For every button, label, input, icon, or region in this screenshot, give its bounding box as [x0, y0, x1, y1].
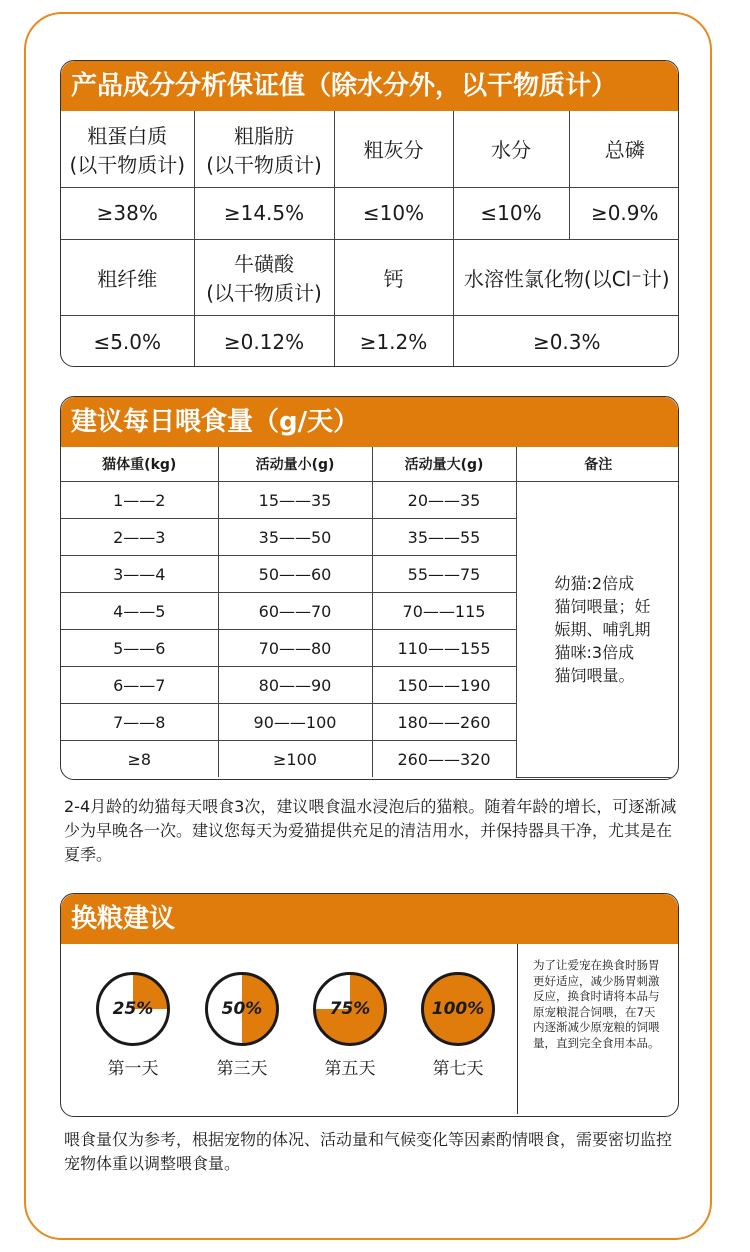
- feeding-paragraph: 2-4月龄的幼猫每天喂食3次，建议喂食温水浸泡后的猫粮。随着年龄的增长，可逐渐减少为早晚各一次。建议您每天为爱猫提供充足的清洁用水，并保持器具干净，尤其是在夏季。: [64, 797, 677, 864]
- feeding-note: 幼猫:2倍成 猫饲喂量；妊 娠期、哺乳期 猫咪:3倍成 猫饲喂量。: [516, 482, 679, 778]
- day-label: 第七天: [432, 1059, 484, 1079]
- low-activity-cell: 50——60: [218, 556, 372, 593]
- switch-divider: [517, 944, 518, 1114]
- pie-percent-label: 75%: [329, 999, 371, 1019]
- high-activity-cell: 150——190: [372, 667, 516, 704]
- low-activity-cell: 80——90: [218, 667, 372, 704]
- weight-cell: 4——5: [61, 593, 218, 630]
- pie-percent-label: 100%: [431, 999, 485, 1019]
- low-activity-cell: 35——50: [218, 519, 372, 556]
- switch-body: [61, 944, 678, 1114]
- day-label: 第三天: [216, 1059, 268, 1079]
- high-activity-cell: 55——75: [372, 556, 516, 593]
- day-label: 第五天: [324, 1059, 376, 1079]
- weight-cell: ≥8: [61, 741, 218, 778]
- low-activity-cell: 15——35: [218, 482, 372, 519]
- switch-title: 换粮建议: [61, 894, 678, 944]
- value-cell: ≥14.5%: [194, 187, 334, 239]
- value-cell: ≥0.9%: [569, 187, 679, 239]
- value-cell: ≤5.0%: [61, 315, 194, 367]
- column-header: 活动量小(g): [218, 447, 372, 482]
- column-header: 活动量大(g): [372, 447, 516, 482]
- column-header: 备注: [516, 447, 679, 482]
- low-activity-cell: ≥100: [218, 741, 372, 778]
- nutrient-cell: 水溶性氯化物(以Cl⁻计): [453, 239, 679, 315]
- nutrient-cell: 总磷: [569, 111, 679, 187]
- value-cell: ≥38%: [61, 187, 194, 239]
- nutrient-cell: 粗纤维: [61, 239, 194, 315]
- low-activity-cell: 70——80: [218, 630, 372, 667]
- weight-cell: 7——8: [61, 704, 218, 741]
- high-activity-cell: 35——55: [372, 519, 516, 556]
- value-cell: ≤10%: [334, 187, 453, 239]
- column-header: 猫体重(kg): [61, 447, 218, 482]
- value-cell: ≥0.12%: [194, 315, 334, 367]
- low-activity-cell: 90——100: [218, 704, 372, 741]
- feeding-title: 建议每日喂食量（g/天）: [61, 397, 678, 447]
- guarantee-section: [60, 60, 679, 367]
- nutrient-cell: 水分: [453, 111, 569, 187]
- nutrient-cell: 牛磺酸 (以干物质计): [194, 239, 334, 315]
- switch-note: 为了让爱宠在换食时肠胃更好适应，减少肠胃刺激反应，换食时请将本品与原宠粮混合饲喂，在7天内逐渐减少原宠粮的饲喂量，直到完全食用本品。: [533, 958, 660, 1050]
- weight-cell: 6——7: [61, 667, 218, 704]
- nutrient-cell: 粗灰分: [334, 111, 453, 187]
- high-activity-cell: 180——260: [372, 704, 516, 741]
- feeding-table: [61, 447, 679, 778]
- switch-section: [60, 893, 679, 1117]
- high-activity-cell: 260——320: [372, 741, 516, 778]
- nutrient-cell: 钙: [334, 239, 453, 315]
- guarantee-table: [61, 111, 679, 367]
- weight-cell: 2——3: [61, 519, 218, 556]
- nutrient-cell: 粗蛋白质 (以干物质计): [61, 111, 194, 187]
- weight-cell: 5——6: [61, 630, 218, 667]
- footer-paragraph: 喂食量仅为参考，根据宠物的体况、活动量和气候变化等因素酌情喂食，需要密切监控宠物体重以调整喂食量。: [64, 1130, 673, 1173]
- pie-percent-label: 50%: [221, 999, 263, 1019]
- day-label: 第一天: [107, 1059, 159, 1079]
- value-cell: ≥0.3%: [453, 315, 679, 367]
- feeding-section: [60, 396, 679, 780]
- weight-cell: 1——2: [61, 482, 218, 519]
- pie-percent-label: 25%: [112, 999, 154, 1019]
- nutrient-cell: 粗脂肪 (以干物质计): [194, 111, 334, 187]
- high-activity-cell: 20——35: [372, 482, 516, 519]
- guarantee-title: 产品成分分析保证值（除水分外，以干物质计）: [61, 61, 678, 111]
- weight-cell: 3——4: [61, 556, 218, 593]
- high-activity-cell: 70——115: [372, 593, 516, 630]
- low-activity-cell: 60——70: [218, 593, 372, 630]
- value-cell: ≥1.2%: [334, 315, 453, 367]
- value-cell: ≤10%: [453, 187, 569, 239]
- high-activity-cell: 110——155: [372, 630, 516, 667]
- table-row: [61, 482, 679, 519]
